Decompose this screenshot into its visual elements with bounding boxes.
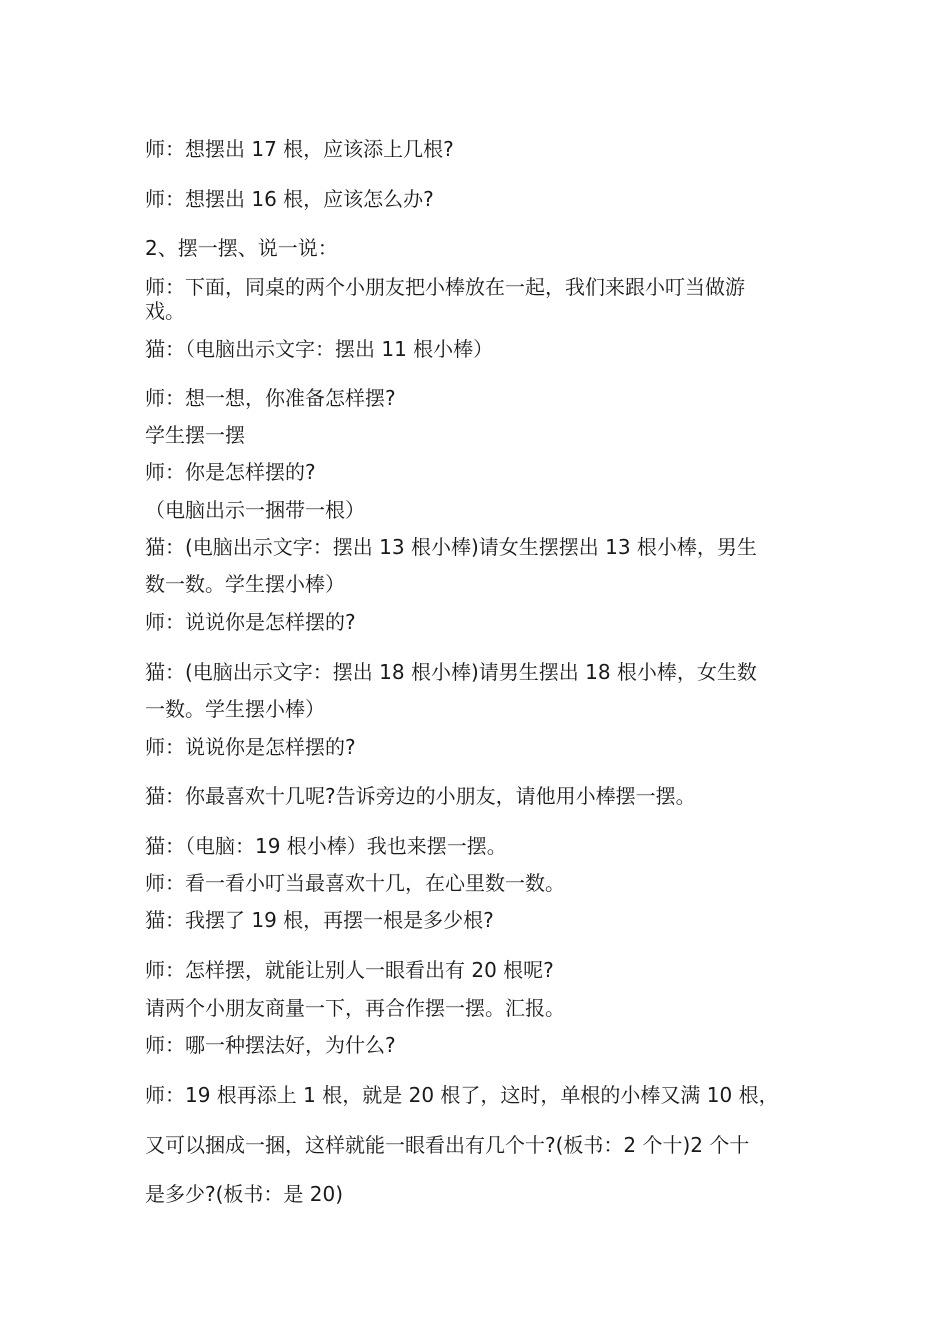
text-line: 学生摆一摆 — [145, 423, 245, 447]
text-line: 猫：（电脑：19 根小棒）我也来摆一摆。 — [145, 834, 507, 858]
text-line: 师：怎样摆，就能让别人一眼看出有 20 根呢? — [145, 958, 554, 982]
text-line: 猫：我摆了 19 根，再摆一根是多少根? — [145, 908, 494, 932]
text-line: （电脑出示一捆带一根） — [145, 498, 365, 522]
section-heading: 2、摆一摆、说一说： — [145, 236, 338, 260]
text-line: 师：说说你是怎样摆的? — [145, 735, 356, 759]
text-line: 一数。学生摆小棒） — [145, 697, 325, 721]
text-line: 猫：（电脑出示文字：摆出 11 根小棒） — [145, 337, 494, 361]
text-line: 师：想摆出 16 根，应该怎么办? — [145, 187, 434, 211]
text-line: 师：想一想，你准备怎样摆? — [145, 386, 396, 410]
text-line: 师：想摆出 17 根，应该添上几根? — [145, 137, 454, 161]
text-line: 师：你是怎样摆的? — [145, 460, 316, 484]
text-line: 师：19 根再添上 1 根，就是 20 根了，这时，单根的小棒又满 10 根， — [145, 1083, 779, 1107]
text-line: 猫：(电脑出示文字：摆出 13 根小棒)请女生摆摆出 13 根小棒，男生 — [145, 535, 757, 559]
text-line: 猫：你最喜欢十几呢?告诉旁边的小朋友，请他用小棒摆一摆。 — [145, 784, 696, 808]
text-line: 请两个小朋友商量一下，再合作摆一摆。汇报。 — [145, 996, 565, 1020]
text-line: 师：看一看小叮当最喜欢十几，在心里数一数。 — [145, 871, 565, 895]
text-line: 戏。 — [145, 299, 185, 323]
text-line: 猫：(电脑出示文字：摆出 18 根小棒)请男生摆出 18 根小棒，女生数 — [145, 660, 757, 684]
text-line: 师：说说你是怎样摆的? — [145, 610, 356, 634]
text-line: 又可以捆成一捆，这样就能一眼看出有几个十?(板书：2 个十)2 个十 — [145, 1133, 750, 1157]
text-line: 是多少?(板书：是 20) — [145, 1182, 344, 1206]
text-line: 数一数。学生摆小棒） — [145, 572, 345, 596]
text-line: 师：下面，同桌的两个小朋友把小棒放在一起，我们来跟小叮当做游 — [145, 275, 745, 299]
text-line: 师：哪一种摆法好，为什么? — [145, 1033, 396, 1057]
